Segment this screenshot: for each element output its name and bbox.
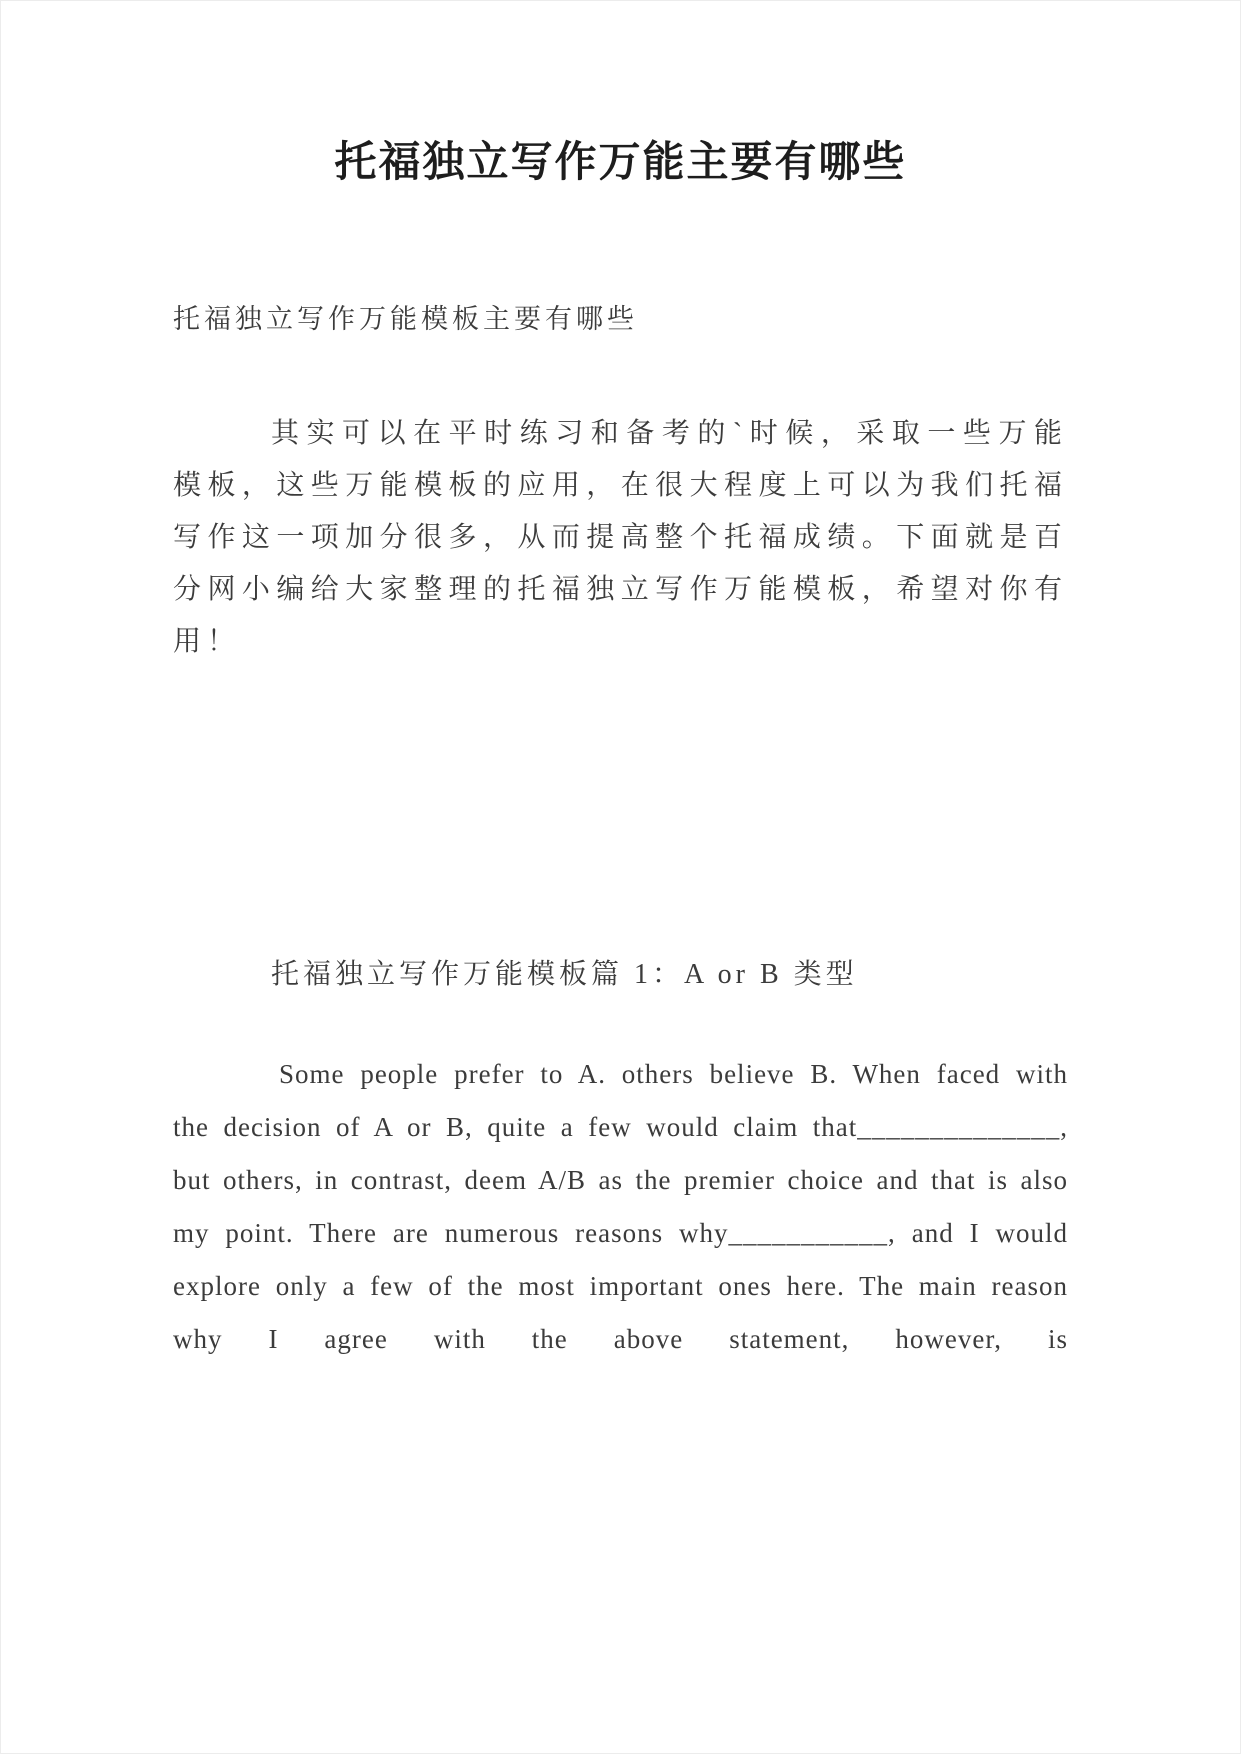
english-template-paragraph: Some people prefer to A. others believe B. When faced with the decision of A or B, quite a few would claim that______________, but others, in contrast, deem A/B as the premier choice and that is also my point. There are numerous reasons why___________, and I would explore only a few of the most important ones here. The main reason why I agree with the above statement, however, is bbox=[173, 1059, 1068, 1354]
document-subtitle: 托福独立写作万能模板主要有哪些 bbox=[173, 304, 638, 334]
intro-paragraph: 其实可以在平时练习和备考的`时候，采取一些万能模板，这些万能模板的应用，在很大程度上可以为我们托福写作这一项加分很多，从而提高整个托福成绩。下面就是百分网小编给大家整理的托福独立写作万能模板，希望对你有用！ bbox=[173, 418, 1068, 657]
document-title: 托福独立写作万能主要有哪些 bbox=[334, 140, 907, 186]
section-heading-template-1: 托福独立写作万能模板篇 1：A or B 类型 bbox=[271, 959, 858, 990]
